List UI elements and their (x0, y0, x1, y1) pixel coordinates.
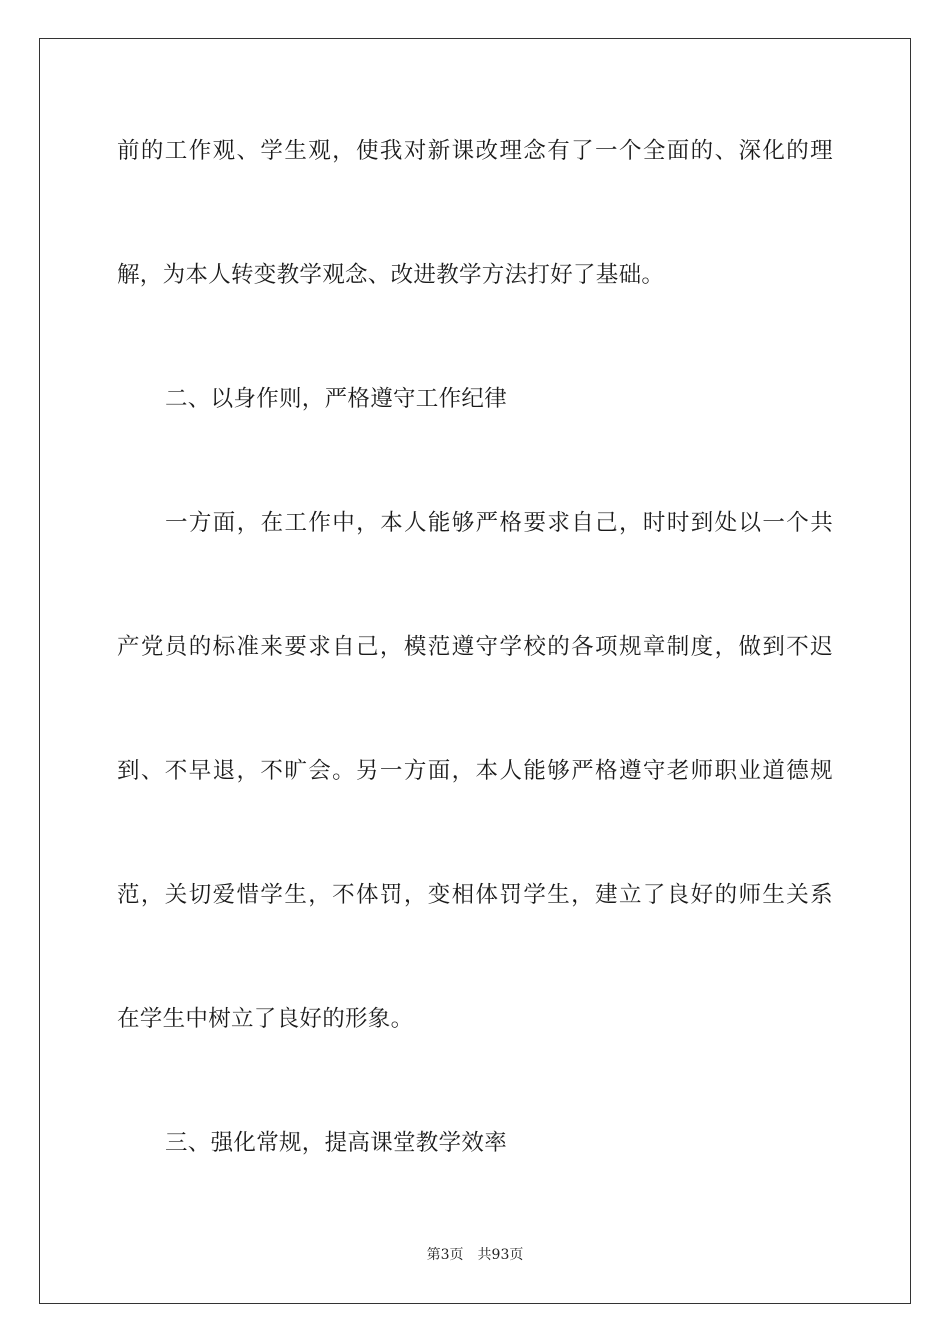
section-heading: 二、以身作则，严格遵守工作纪律 (165, 386, 508, 412)
section-heading: 三、强化常规，提高课堂教学效率 (165, 1130, 508, 1156)
page-border (39, 38, 911, 1304)
body-line: 一方面，在工作中，本人能够严格要求自己，时时到处以一个共 (165, 510, 833, 536)
body-line: 在学生中树立了良好的形象。 (117, 1006, 414, 1032)
body-line: 解，为本人转变教学观念、改进教学方法打好了基础。 (117, 262, 665, 288)
page-number: 第3页 (426, 1247, 464, 1263)
page-total: 共93页 (477, 1247, 524, 1263)
body-line: 到、不早退，不旷会。另一方面，本人能够严格遵守老师职业道德规 (117, 758, 833, 784)
page-footer (0, 1245, 950, 1265)
body-line: 产党员的标准来要求自己，模范遵守学校的各项规章制度，做到不迟 (117, 634, 833, 660)
body-line: 前的工作观、学生观，使我对新课改理念有了一个全面的、深化的理 (117, 138, 833, 164)
body-line: 范，关切爱惜学生，不体罚，变相体罚学生，建立了良好的师生关系 (117, 882, 833, 908)
